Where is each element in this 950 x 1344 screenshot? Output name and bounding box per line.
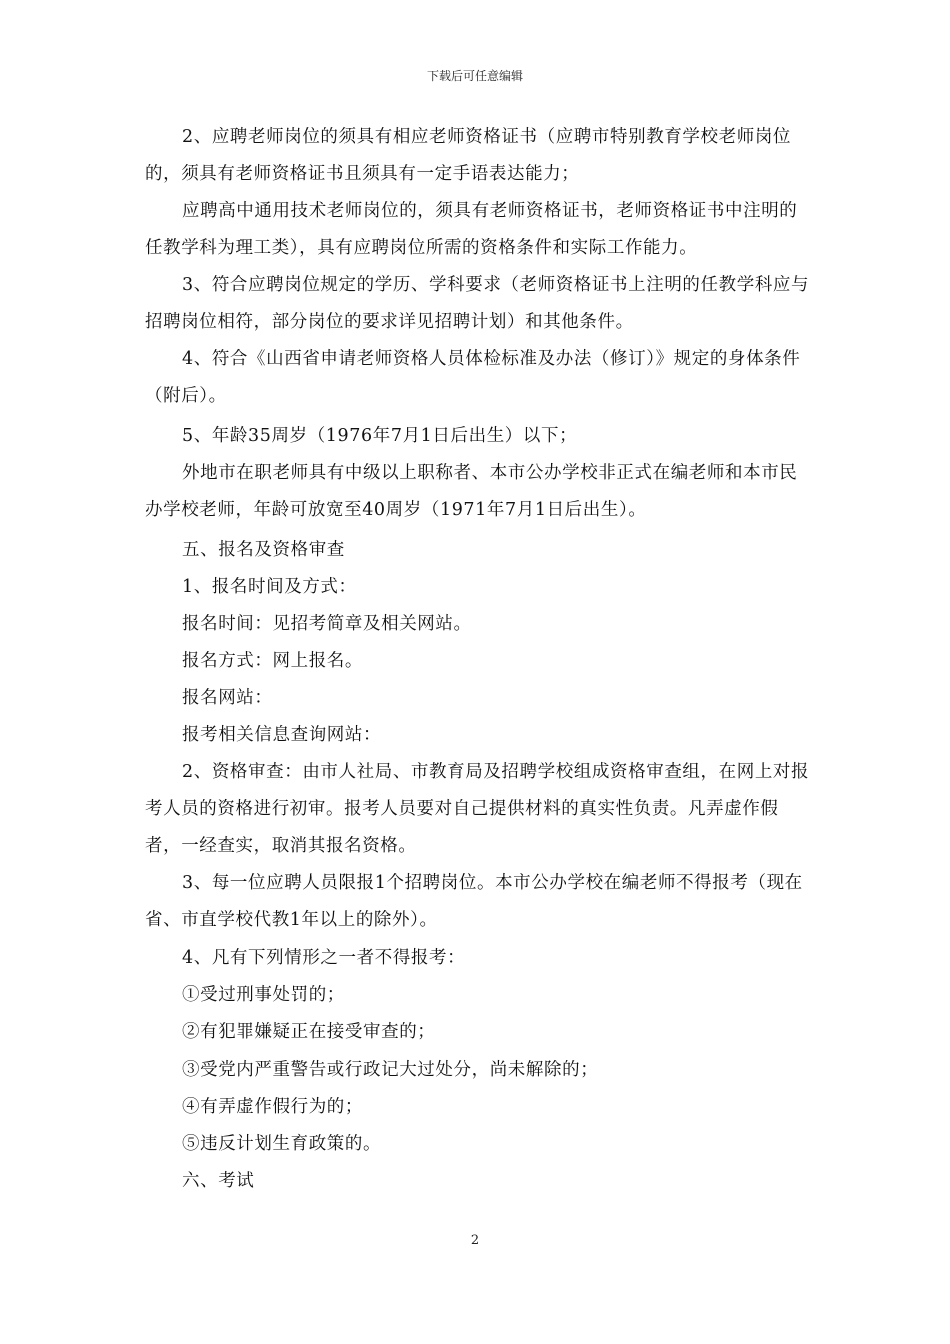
list-item-1: ①受过刑事处罚的； [182, 985, 345, 1005]
list-item-5: ⑤违反计划生育政策的。 [182, 1134, 382, 1154]
list-item-3: ③受党内严重警告或行政记大过处分，尚未解除的； [182, 1060, 599, 1080]
paragraph-req-5: 5、年龄35周岁（1976年7月1日后出生）以下； [182, 426, 578, 446]
paragraph-req-4: 4、符合《山西省申请老师资格人员体检标准及办法（修订）》规定的身体条件（附后）。 [145, 349, 801, 406]
section-heading-registration: 五、报名及资格审查 [182, 540, 345, 560]
paragraph-req-5-ext: 外地市在职老师具有中级以上职称者、本市公办学校非正式在编老师和本市民办学校老师，年龄可放宽至40周岁（1971年7月1日后出生）。 [145, 463, 798, 520]
paragraph-req-3: 3、符合应聘岗位规定的学历、学科要求（老师资格证书上注明的任教学科应与招聘岗位相符，部分岗位的要求详见招聘计划）和其他条件。 [145, 275, 810, 332]
paragraph-req-2-tech: 应聘高中通用技术老师岗位的，须具有老师资格证书，老师资格证书中注明的任教学科为理工类），具有应聘岗位所需的资格条件和实际工作能力。 [145, 201, 798, 258]
list-item-4: ④有弄虚作假行为的； [182, 1097, 363, 1117]
paragraph-reg-method: 报名方式：网上报名。 [182, 651, 363, 671]
paragraph-review-4: 4、凡有下列情形之一者不得报考： [182, 948, 466, 968]
paragraph-reg-site: 报名网站： [182, 688, 273, 708]
section-heading-exam: 六、考试 [182, 1171, 255, 1191]
page-header: 下载后可任意编辑 [426, 69, 523, 83]
paragraph-req-2: 2、应聘老师岗位的须具有相应老师资格证书（应聘市特别教育学校老师岗位的，须具有老师资格证书且须具有一定手语表达能力； [145, 127, 792, 184]
paragraph-info-site: 报考相关信息查询网站： [182, 725, 382, 745]
paragraph-review-2: 2、资格审查：由市人社局、市教育局及招聘学校组成资格审查组，在网上对报考人员的资格进行初审。报考人员要对自己提供材料的真实性负责。凡弄虚作假者，一经查实，取消其报名资格。 [145, 762, 810, 856]
list-item-2: ②有犯罪嫌疑正在接受审查的； [182, 1022, 436, 1042]
page-number: 2 [470, 1233, 480, 1248]
paragraph-reg-1: 1、报名时间及方式： [182, 577, 357, 597]
paragraph-review-3: 3、每一位应聘人员限报1个招聘岗位。本市公办学校在编老师不得报考（现在省、市直学校代教1年以上的除外）。 [145, 873, 803, 930]
paragraph-reg-time: 报名时间：见招考简章及相关网站。 [182, 614, 472, 634]
